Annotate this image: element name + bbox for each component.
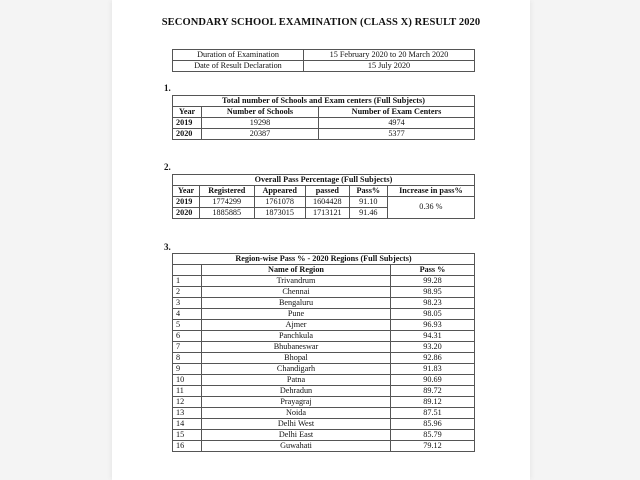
table-cell: Ajmer bbox=[202, 320, 391, 331]
table-cell: 90.69 bbox=[391, 375, 475, 386]
column-header: Name of Region bbox=[202, 265, 391, 276]
table-cell: 16 bbox=[173, 441, 202, 452]
table-cell: 2019 bbox=[173, 197, 200, 208]
table-row bbox=[173, 331, 475, 342]
section-number: 3. bbox=[164, 242, 171, 252]
region-table-body bbox=[173, 276, 475, 452]
table-row bbox=[173, 276, 475, 287]
column-header bbox=[173, 265, 202, 276]
table-row bbox=[173, 430, 475, 441]
table-cell: 89.72 bbox=[391, 386, 475, 397]
column-header: Pass% bbox=[349, 186, 387, 197]
declaration-label: Date of Result Declaration bbox=[173, 61, 304, 72]
table-cell: 4 bbox=[173, 309, 202, 320]
table-cell: 2020 bbox=[173, 208, 200, 219]
table-row bbox=[173, 298, 475, 309]
table-cell: 92.86 bbox=[391, 353, 475, 364]
table-cell: Bhopal bbox=[202, 353, 391, 364]
table-cell: 6 bbox=[173, 331, 202, 342]
table-cell: Guwahati bbox=[202, 441, 391, 452]
table-cell: 89.12 bbox=[391, 397, 475, 408]
table-cell: Prayagraj bbox=[202, 397, 391, 408]
table-row bbox=[173, 309, 475, 320]
table-cell: Chandigarh bbox=[202, 364, 391, 375]
column-header: Pass % bbox=[391, 265, 475, 276]
table-cell: 19298 bbox=[202, 118, 319, 129]
column-header: Appeared bbox=[254, 186, 305, 197]
column-header: Number of Exam Centers bbox=[319, 107, 475, 118]
table-cell: Panchkula bbox=[202, 331, 391, 342]
table-cell: 14 bbox=[173, 419, 202, 430]
table-cell: 98.95 bbox=[391, 287, 475, 298]
column-header: Year bbox=[173, 186, 200, 197]
table-cell: 1761078 bbox=[254, 197, 305, 208]
section-number: 1. bbox=[164, 83, 171, 93]
table-row bbox=[173, 364, 475, 375]
table-cell: 2019 bbox=[173, 118, 202, 129]
table-cell: 12 bbox=[173, 397, 202, 408]
declaration-value: 15 July 2020 bbox=[304, 61, 475, 72]
schools-table bbox=[172, 95, 475, 140]
table-cell: 9 bbox=[173, 364, 202, 375]
table-cell: Bhubaneswar bbox=[202, 342, 391, 353]
table-row bbox=[173, 118, 475, 129]
table-cell: Bengaluru bbox=[202, 298, 391, 309]
table-cell: 10 bbox=[173, 375, 202, 386]
section-number: 2. bbox=[164, 162, 171, 172]
table-cell: 7 bbox=[173, 342, 202, 353]
table-cell: 85.96 bbox=[391, 419, 475, 430]
table-cell: 96.93 bbox=[391, 320, 475, 331]
table-cell: 91.83 bbox=[391, 364, 475, 375]
column-header: Registered bbox=[200, 186, 255, 197]
table-cell: 91.10 bbox=[349, 197, 387, 208]
column-header: passed bbox=[305, 186, 349, 197]
duration-value: 15 February 2020 to 20 March 2020 bbox=[304, 50, 475, 61]
table-cell: 20387 bbox=[202, 129, 319, 140]
table-cell: 4974 bbox=[319, 118, 475, 129]
table-row bbox=[173, 408, 475, 419]
table-cell: 94.31 bbox=[391, 331, 475, 342]
table-cell: 85.79 bbox=[391, 430, 475, 441]
table-caption: Total number of Schools and Exam centers (Full Subjects) bbox=[173, 96, 475, 107]
table-cell: 99.28 bbox=[391, 276, 475, 287]
table-cell: 91.46 bbox=[349, 208, 387, 219]
table-cell: 15 bbox=[173, 430, 202, 441]
table-cell: Delhi East bbox=[202, 430, 391, 441]
table-row bbox=[173, 129, 475, 140]
table-cell: 1 bbox=[173, 276, 202, 287]
table-cell: Chennai bbox=[202, 287, 391, 298]
document-title: SECONDARY SCHOOL EXAMINATION (CLASS X) RESULT 2020 bbox=[161, 17, 481, 28]
table-caption: Region-wise Pass % - 2020 Regions (Full Subjects) bbox=[173, 254, 475, 265]
schedule-table bbox=[172, 49, 475, 72]
table-row bbox=[173, 441, 475, 452]
pass-percentage-table bbox=[172, 174, 475, 219]
table-cell: 79.12 bbox=[391, 441, 475, 452]
table-cell: 2 bbox=[173, 287, 202, 298]
table-row bbox=[173, 342, 475, 353]
table-cell: 5377 bbox=[319, 129, 475, 140]
column-header: Year bbox=[173, 107, 202, 118]
table-cell: 1885885 bbox=[200, 208, 255, 219]
table-cell: Dehradun bbox=[202, 386, 391, 397]
column-header: Number of Schools bbox=[202, 107, 319, 118]
duration-label: Duration of Examination bbox=[173, 50, 304, 61]
region-table bbox=[172, 253, 475, 452]
table-row bbox=[173, 397, 475, 408]
table-cell: Patna bbox=[202, 375, 391, 386]
table-cell: 1873015 bbox=[254, 208, 305, 219]
table-cell: 1713121 bbox=[305, 208, 349, 219]
increase-cell: 0.36 % bbox=[387, 197, 474, 219]
table-row bbox=[173, 375, 475, 386]
table-row bbox=[173, 353, 475, 364]
table-cell: 2020 bbox=[173, 129, 202, 140]
table-cell: 13 bbox=[173, 408, 202, 419]
table-row bbox=[173, 287, 475, 298]
table-row bbox=[173, 197, 475, 208]
table-cell: 5 bbox=[173, 320, 202, 331]
table-cell: 8 bbox=[173, 353, 202, 364]
table-cell: 93.20 bbox=[391, 342, 475, 353]
table-cell: 1774299 bbox=[200, 197, 255, 208]
table-cell: Pune bbox=[202, 309, 391, 320]
column-header: Increase in pass% bbox=[387, 186, 474, 197]
table-cell: 11 bbox=[173, 386, 202, 397]
table-cell: 3 bbox=[173, 298, 202, 309]
table-cell: 98.05 bbox=[391, 309, 475, 320]
table-row bbox=[173, 419, 475, 430]
table-row bbox=[173, 320, 475, 331]
table-cell: 1604428 bbox=[305, 197, 349, 208]
table-caption: Overall Pass Percentage (Full Subjects) bbox=[173, 175, 475, 186]
table-cell: Trivandrum bbox=[202, 276, 391, 287]
table-cell: Delhi West bbox=[202, 419, 391, 430]
table-cell: Noida bbox=[202, 408, 391, 419]
table-cell: 87.51 bbox=[391, 408, 475, 419]
table-row bbox=[173, 386, 475, 397]
table-cell: 98.23 bbox=[391, 298, 475, 309]
document-page bbox=[112, 0, 530, 480]
